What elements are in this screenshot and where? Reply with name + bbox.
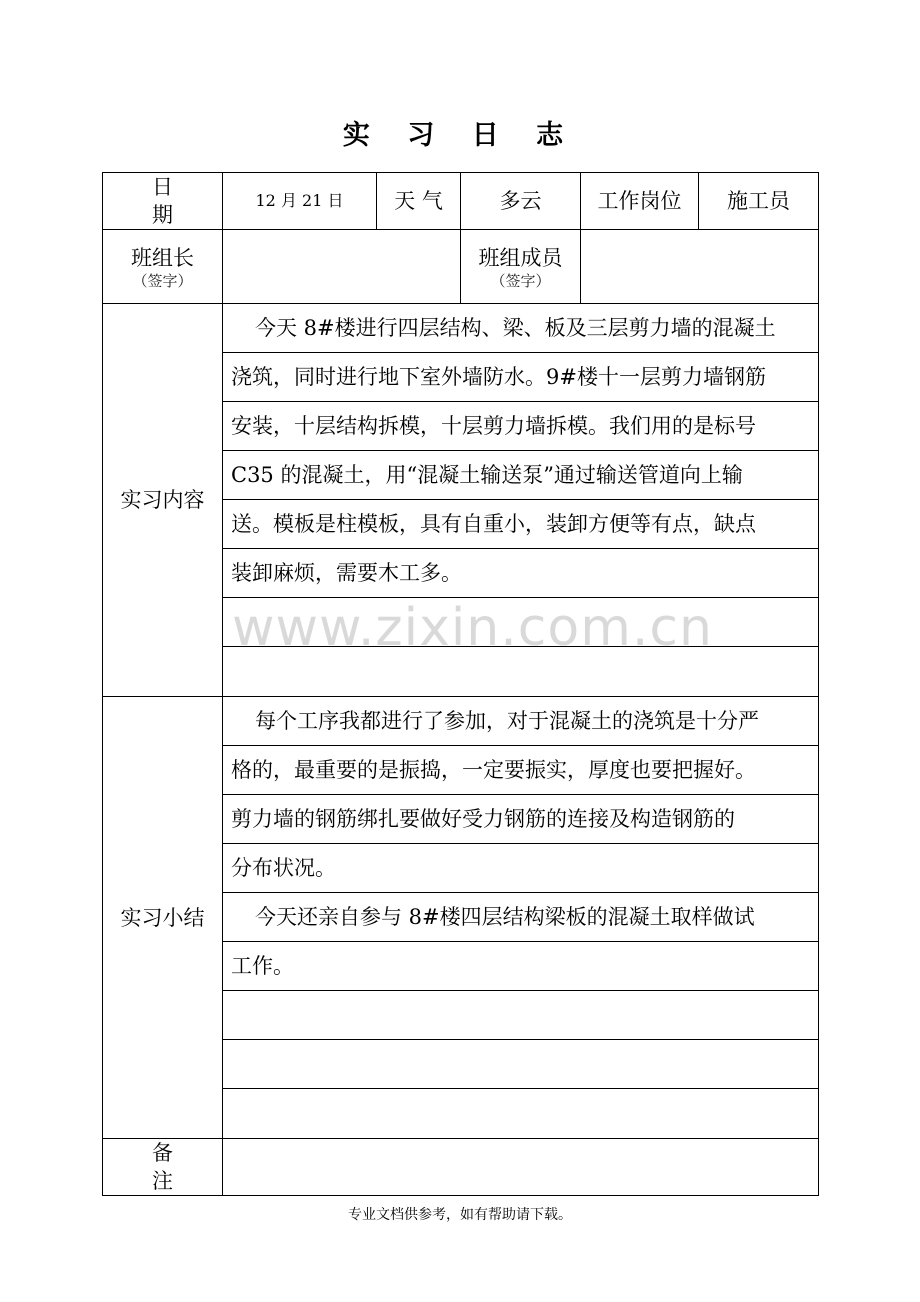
summary-line xyxy=(223,1040,818,1089)
summary-line: 工作。 xyxy=(223,942,818,991)
summary-line: 格的，最重要的是振捣，一定要振实，厚度也要把握好。 xyxy=(223,746,818,795)
team-members-signature[interactable] xyxy=(581,230,819,304)
content-line xyxy=(223,647,818,695)
team-members-label: 班组成员 xyxy=(478,245,563,270)
summary-line: 今天还亲自参与 8#楼四层结构梁板的混凝土取样做试 xyxy=(223,893,818,942)
remarks-label: 备 注 xyxy=(103,1139,223,1196)
page-title: 实 习 日 志 xyxy=(342,120,578,151)
footer-note: 专业文档供参考，如有帮助请下载。 xyxy=(348,1207,572,1223)
team-leader-signature[interactable] xyxy=(223,230,461,304)
watermark: www.zixin.com.cn xyxy=(232,598,713,658)
content-row xyxy=(103,304,819,697)
header-row xyxy=(103,173,819,230)
post-label: 工作岗位 xyxy=(581,173,699,230)
summary-body xyxy=(223,697,819,1139)
date-value: 12 月 21 日 xyxy=(223,173,377,230)
team-row xyxy=(103,230,819,304)
summary-row xyxy=(103,697,819,1139)
summary-line xyxy=(223,1089,818,1137)
content-line: 装卸麻烦，需要木工多。 xyxy=(223,549,818,598)
weather-label: 天 气 xyxy=(377,173,461,230)
summary-label: 实习小结 xyxy=(103,697,223,1139)
content-line: 送。模板是柱模板，具有自重小，装卸方便等有点，缺点 xyxy=(223,500,818,549)
team-leader-label: 班组长 xyxy=(131,245,194,270)
content-line xyxy=(223,598,818,647)
date-label: 日 期 xyxy=(103,173,223,230)
content-label: 实习内容 xyxy=(103,304,223,697)
team-leader-label-cell xyxy=(103,230,223,304)
post-value: 施工员 xyxy=(699,173,819,230)
remarks-value[interactable] xyxy=(223,1139,819,1196)
content-line: 安装，十层结构拆模，十层剪力墙拆模。我们用的是标号 xyxy=(223,402,818,451)
content-line: 浇筑，同时进行地下室外墙防水。9#楼十一层剪力墙钢筋 xyxy=(223,353,818,402)
team-members-sign-note: （签字） xyxy=(490,271,551,290)
weather-value: 多云 xyxy=(461,173,581,230)
log-table-wrapper xyxy=(102,172,818,1193)
team-leader-sign-note: （签字） xyxy=(132,271,193,290)
content-line: 今天 8#楼进行四层结构、梁、板及三层剪力墙的混凝土 xyxy=(223,304,818,353)
summary-line: 每个工序我都进行了参加，对于混凝土的浇筑是十分严 xyxy=(223,697,818,746)
summary-line: 剪力墙的钢筋绑扎要做好受力钢筋的连接及构造钢筋的 xyxy=(223,795,818,844)
summary-line: 分布状况。 xyxy=(223,844,818,893)
remarks-row xyxy=(103,1139,819,1196)
summary-line xyxy=(223,991,818,1040)
internship-log-table xyxy=(102,172,819,1196)
content-line: C35 的混凝土，用“混凝土输送泵”通过输送管道向上输 xyxy=(223,451,818,500)
content-body xyxy=(223,304,819,697)
team-members-label-cell xyxy=(461,230,581,304)
